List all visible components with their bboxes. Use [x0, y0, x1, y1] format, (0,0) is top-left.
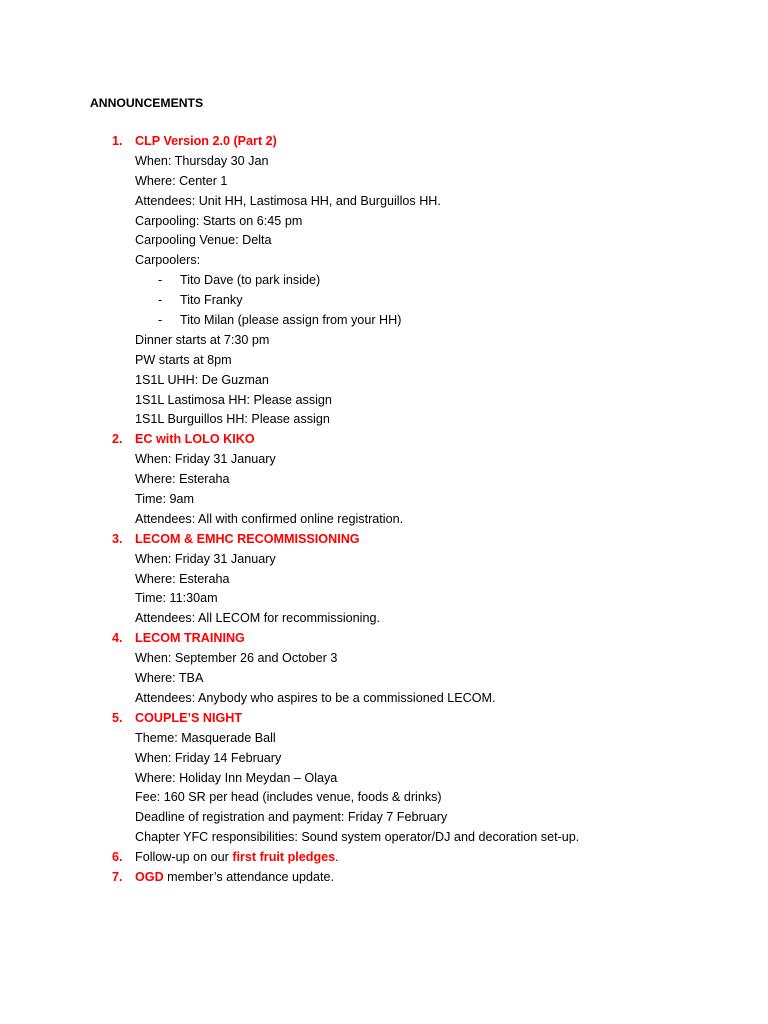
detail-line: When: September 26 and October 3	[135, 651, 338, 666]
item-number: 7.	[112, 869, 123, 884]
bullet-dash: -	[158, 273, 163, 288]
detail-line: Where: Esteraha	[135, 571, 230, 586]
detail-line: PW starts at 8pm	[135, 352, 232, 367]
detail-line: Time: 9am	[135, 492, 195, 507]
item-number: 1.	[112, 134, 123, 148]
detail-line: Fee: 160 SR per head (includes venue, foods & drinks)	[135, 790, 442, 805]
list-item-6	[0, 848, 768, 868]
carpooler-name: Tito Dave (to park inside)	[180, 273, 321, 288]
item-text-after: member’s attendance update.	[163, 869, 335, 884]
detail-line: Dinner starts at 7:30 pm	[135, 332, 270, 347]
detail-line: 1S1L Burguillos HH: Please assign	[135, 412, 330, 427]
detail-line: Carpooling Venue: Delta	[135, 233, 272, 248]
list-item-2-title-row	[0, 430, 768, 450]
detail-line: 1S1L UHH: De Guzman	[135, 372, 269, 387]
item-title: EC with LOLO KIKO	[135, 432, 255, 447]
item-text	[135, 868, 334, 888]
carpooler-name: Tito Franky	[180, 293, 243, 308]
carpooler-item	[0, 291, 768, 311]
item-title: LECOM & EMHC RECOMMISSIONING	[135, 531, 360, 546]
detail-line: Where: Holiday Inn Meydan – Olaya	[135, 770, 338, 785]
item-title: CLP Version 2.0 (Part 2)	[135, 134, 277, 148]
announcement-list	[0, 132, 768, 888]
detail-line: When: Friday 14 February	[135, 750, 282, 765]
carpooler-item	[0, 311, 768, 331]
item-highlight: OGD	[135, 869, 164, 884]
detail-line: When: Friday 31 January	[135, 551, 276, 566]
detail-line: Time: 11:30am	[135, 591, 218, 606]
item-highlight: first fruit pledges	[232, 850, 336, 865]
item-number: 2.	[112, 432, 123, 447]
detail-line: 1S1L Lastimosa HH: Please assign	[135, 392, 332, 407]
list-item-5-title-row	[0, 709, 768, 729]
detail-line: Attendees: All with confirmed online registration.	[135, 511, 404, 526]
item-title: LECOM TRAINING	[135, 631, 245, 646]
list-item-4-title-row	[0, 629, 768, 649]
item-number: 5.	[112, 710, 123, 725]
list-item-1-title-row	[0, 132, 768, 152]
page-heading: ANNOUNCEMENTS	[90, 96, 204, 110]
bullet-dash: -	[158, 293, 163, 308]
detail-line: Attendees: Unit HH, Lastimosa HH, and Burguillos HH.	[135, 193, 441, 208]
item-text-after: .	[335, 850, 339, 865]
carpooler-item	[0, 271, 768, 291]
item-number: 6.	[112, 850, 123, 865]
item-number: 4.	[112, 631, 123, 646]
detail-line: Deadline of registration and payment: Friday 7 February	[135, 810, 448, 825]
bullet-dash: -	[158, 313, 163, 328]
list-item-7	[0, 868, 768, 888]
item-number: 3.	[112, 531, 123, 546]
detail-line: When: Friday 31 January	[135, 452, 276, 467]
detail-line: Chapter YFC responsibilities: Sound system operator/DJ and decoration set-up.	[135, 830, 580, 845]
detail-line: Where: Esteraha	[135, 472, 230, 487]
detail-line: Attendees: All LECOM for recommissioning.	[135, 611, 380, 626]
detail-line: Theme: Masquerade Ball	[135, 730, 276, 745]
detail-line: Carpooling: Starts on 6:45 pm	[135, 213, 303, 228]
list-item-3-title-row	[0, 530, 768, 550]
carpooler-name: Tito Milan (please assign from your HH)	[180, 313, 402, 328]
detail-line: Attendees: Anybody who aspires to be a commissioned LECOM.	[135, 690, 496, 705]
detail-line: Carpoolers:	[135, 253, 201, 268]
item-text-before: Follow-up on our	[135, 850, 233, 865]
item-title: COUPLE’S NIGHT	[135, 710, 243, 725]
detail-line: Where: TBA	[135, 671, 204, 686]
item-text	[135, 848, 339, 868]
detail-line: Where: Center 1	[135, 173, 228, 188]
detail-line: When: Thursday 30 Jan	[135, 153, 269, 168]
